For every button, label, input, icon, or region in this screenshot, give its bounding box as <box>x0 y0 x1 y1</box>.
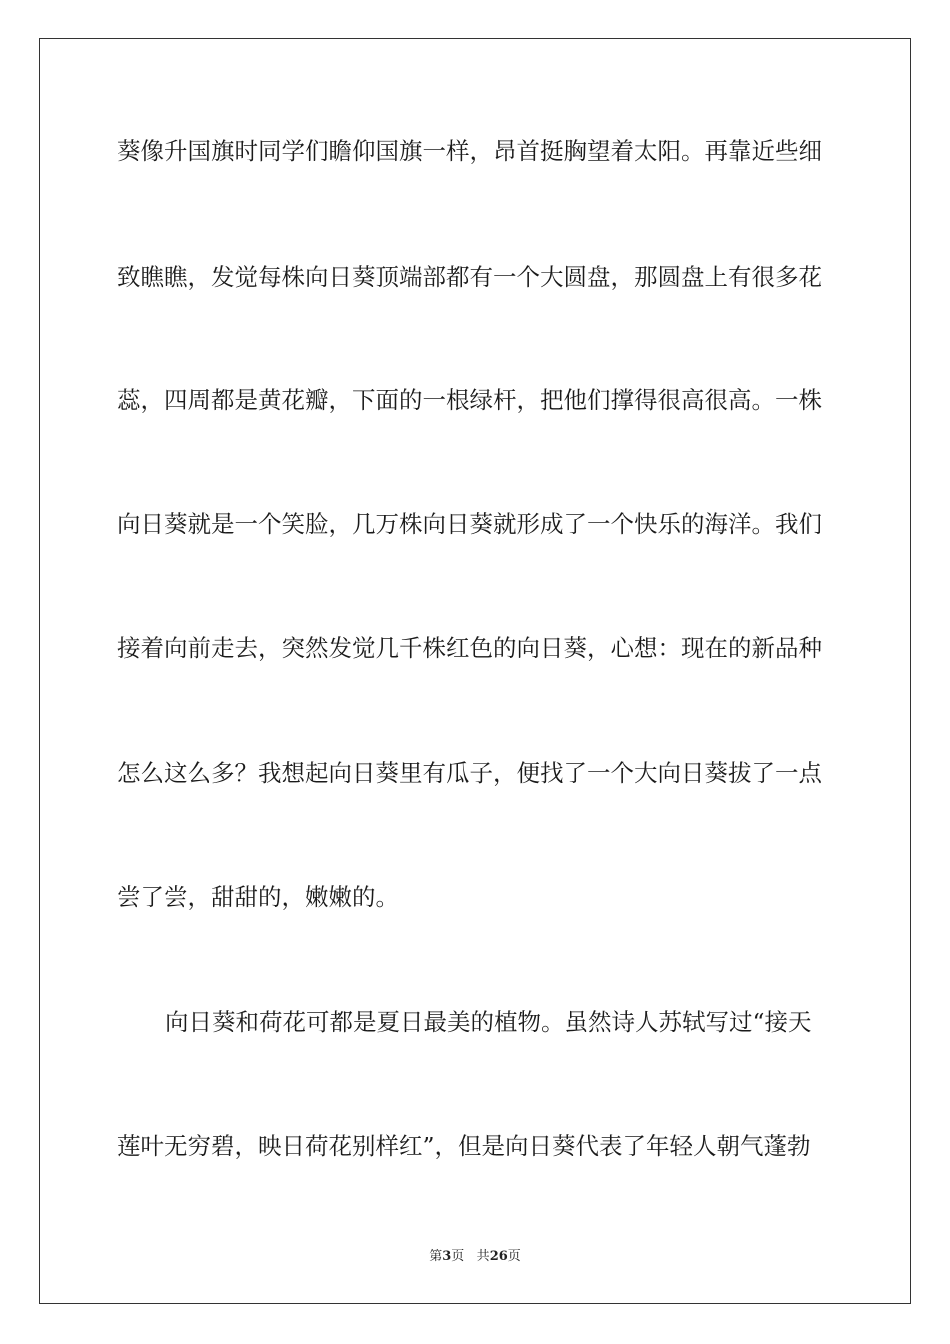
text-line: 怎么这么多？我想起向日葵里有瓜子，便找了一个大向日葵拔了一点 <box>117 759 822 787</box>
total-label-prefix: 共 <box>476 1249 490 1264</box>
text-line: 莲叶无穷碧，映日荷花别样红”，但是向日葵代表了年轻人朝气蓬勃 <box>117 1132 811 1160</box>
page-number: 3 <box>442 1249 452 1264</box>
total-label-suffix: 页 <box>507 1249 521 1264</box>
page-label-prefix: 第 <box>429 1249 443 1264</box>
paragraph-first-line: 向日葵和荷花可都是夏日最美的植物。虽然诗人苏轼写过“接天 <box>165 1008 812 1036</box>
text-line: 致瞧瞧，发觉每株向日葵顶端部都有一个大圆盘，那圆盘上有很多花 <box>117 263 822 291</box>
text-line: 向日葵就是一个笑脸，几万株向日葵就形成了一个快乐的海洋。我们 <box>117 510 822 538</box>
total-pages: 26 <box>489 1249 508 1264</box>
page-label-suffix: 页 <box>451 1249 465 1264</box>
text-line: 尝了尝，甜甜的，嫩嫩的。 <box>117 883 399 911</box>
text-line: 蕊，四周都是黄花瓣，下面的一根绿杆，把他们撑得很高很高。一株 <box>117 386 822 414</box>
page-footer <box>0 1248 950 1266</box>
page-border <box>39 38 911 1304</box>
text-line: 葵像升国旗时同学们瞻仰国旗一样，昂首挺胸望着太阳。再靠近些细 <box>117 137 822 165</box>
text-line: 接着向前走去，突然发觉几千株红色的向日葵，心想：现在的新品种 <box>117 634 822 662</box>
